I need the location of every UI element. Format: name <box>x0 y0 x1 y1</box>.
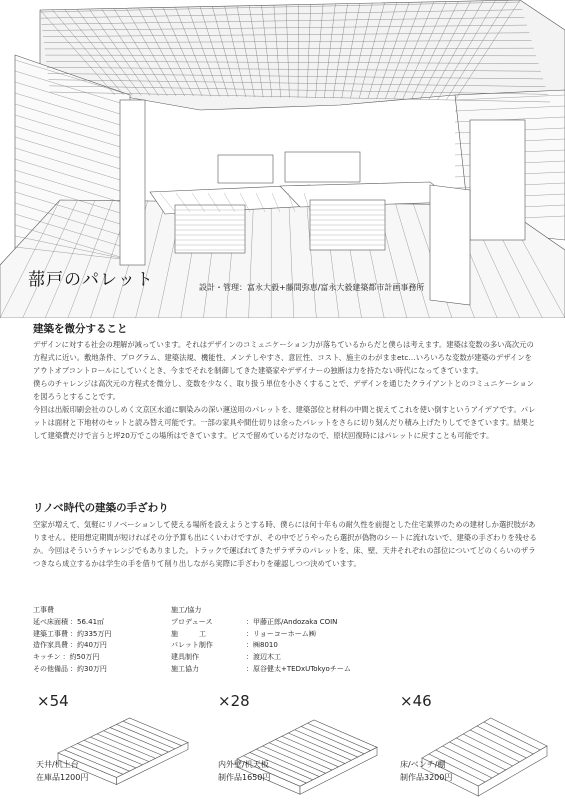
cooperation-label: 施工協力 <box>171 664 199 673</box>
cooperation-row <box>171 640 351 652</box>
cooperation-value: ：甲藤正郎/Andozaka COIN <box>246 617 338 626</box>
cooperation-label: 施 工 <box>171 629 206 638</box>
pallet-label <box>400 758 452 784</box>
cooperation-label: プロデュース <box>171 617 213 626</box>
cooperation-row <box>171 664 351 676</box>
cooperation-row <box>171 629 351 641</box>
section2-body <box>33 518 539 570</box>
cost-value: ：約335万円 <box>70 629 112 638</box>
pallet-drawing-3 <box>392 712 552 800</box>
pallet-quantity: ×54 <box>37 692 69 710</box>
pallet-price: 制作品3200円 <box>400 773 453 782</box>
cost-label: 造作家具費 <box>33 641 68 650</box>
cooperation-row <box>171 617 351 629</box>
cooperation-value: ：リョーコーホーム㈱ <box>246 629 316 638</box>
pallet-price: 制作品1650円 <box>218 773 271 782</box>
cost-row <box>33 652 111 664</box>
cost-label: キッチン <box>33 653 61 662</box>
pallet-quantity: ×46 <box>400 692 432 710</box>
pallet-label <box>218 758 270 784</box>
section1-paragraph: 今回は出版印刷会社のひしめく文京区水道に馴染みの深い運送用のパレットを、建築部位と材料の中間と捉えてこれを使い倒すというアイデアです。パレットは面材と下地材のセットと読み替え可能です。一部の家具や間仕切りは余ったパレットをさらに切り刻んだり積み上げたりしてできています。結果として建築費だけで言うと坪20万でこの場所はできています。ビスで留めているだけなので、原状回復時にはパレットに戻すことも可能です。 <box>33 405 536 440</box>
cost-label: 建築工事費 <box>33 629 68 638</box>
section1-heading: 建築を微分すること <box>33 323 128 335</box>
section2-heading: リノベ時代の建築の手ざわり <box>33 502 169 514</box>
cooperation-row <box>171 652 351 664</box>
cost-value: ：約30万円 <box>70 664 107 673</box>
cost-value: ：56.41㎡ <box>70 617 105 626</box>
cost-table <box>33 605 111 676</box>
cost-row <box>33 640 111 652</box>
cooperation-value: ：渡辺木工 <box>246 653 281 662</box>
section1-paragraph: デザインに対する社会の理解が減っています。それはデザインのコミュニケーション力が落ちているからだと僕らは考えます。建築は変数の多い高次元の方程式に近い。敷地条件、プログラム、建築法規、機能性、メンテしやすさ、意匠性、コスト、施主のわがままetc…いろいろな変数が建築のデザインをアウトオブコントロールにしていくとき、今までそれを制御してきた建築家やデザイナーの独断は力を持たない時代になってきています。 <box>33 340 534 375</box>
design-credits: 設計・管理：富永大毅+藤間弥恵/富永大毅建築都市計画事務所 <box>199 283 425 292</box>
cost-label: 延べ床面積 <box>33 617 68 626</box>
cost-row <box>33 617 111 629</box>
section2-paragraph: 空家が増えて、気軽にリノベーションして使える場所を設えようとする時、僕らには何十年もの耐久性を前提とした住宅業界のための建材しか選択肢がありません。使用想定期間が短ければその分予算も出にくいわけですが、その中でどうやったら選択が偽物のシートに流れないで、建築の手ざわりを残せるか。今回はそういうチャレンジでもありました。トラックで運ばれてきたザラザラのパレットを、床、壁、天井それぞれの部位についてどのくらいのザラつきなら成立するかは学生の手を借りて削り出しながら実際に手ざわりを確認しつつ決めています。 <box>33 520 537 568</box>
pallet-use: 天井/机土台 <box>36 760 79 769</box>
project-title: 蔀戸のパレット <box>28 270 154 290</box>
section1-paragraph: 僕らのチャレンジは高次元の方程式を微分し、変数を少なく、取り扱う単位を小さくすることで、デザインを通じたクライアントとのコミュニケーションを図ろうとすることです。 <box>33 379 534 401</box>
pallet-label <box>36 758 88 784</box>
cost-value: ：約40万円 <box>70 641 107 650</box>
cost-row <box>33 629 111 641</box>
cost-label: その他備品 <box>33 664 68 673</box>
cooperation-label: 建具制作 <box>171 653 199 662</box>
cost-row <box>33 664 111 676</box>
section1-body <box>33 338 539 442</box>
pallet-use: 床/ベンチ/棚 <box>400 760 446 769</box>
pallet-use: 内外壁/机天板 <box>218 760 269 769</box>
pallet-price: 在庫品1200円 <box>36 773 89 782</box>
cooperation-value: ：㈱8010 <box>246 641 278 650</box>
cooperation-value: ：原谷健太+TEDxUTokyoチーム <box>246 664 351 673</box>
cost-value: ：約50万円 <box>62 653 100 662</box>
cooperation-label: パレット制作 <box>171 641 213 650</box>
pallet-quantity: ×28 <box>218 692 250 710</box>
cost-heading: 工事費 <box>33 606 54 614</box>
cooperation-heading: 施工/協力 <box>171 606 202 614</box>
cooperation-table <box>171 605 351 676</box>
